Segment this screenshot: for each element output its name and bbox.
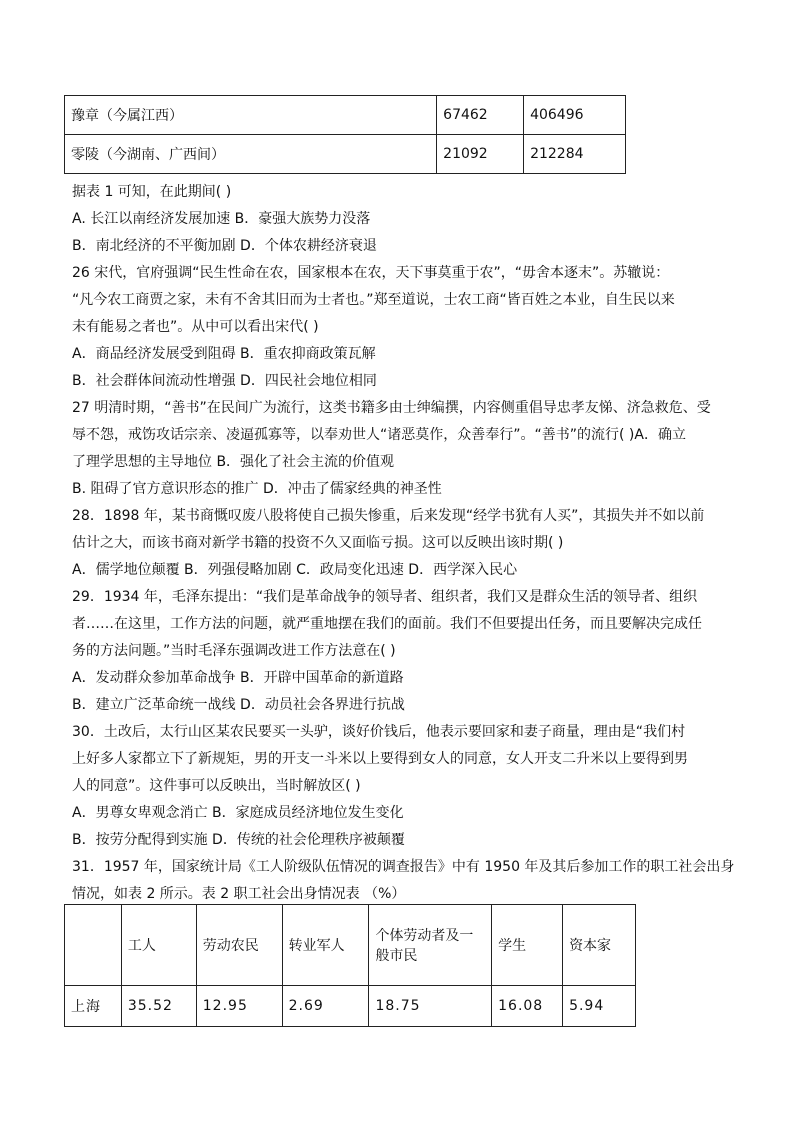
table-header-cell: 转业军人: [282, 905, 369, 986]
table-cell: 406496: [524, 96, 626, 135]
answer-option: B. 阻碍了官方意识形态的推广 D．冲击了儒家经典的神圣性: [72, 481, 442, 497]
table-row: [65, 135, 626, 174]
population-table: [64, 95, 626, 174]
table-cell: 35.52: [121, 986, 196, 1027]
question-text: 上好多人家都立下了新规矩，男的开支一斗米以上要得到女人的同意，女人开支二升米以上要得到男: [72, 751, 688, 767]
answer-option: A．儒学地位颠覆 B．列强侵略加剧 C．政局变化迅速 D．西学深入民心: [72, 562, 518, 578]
question-text: 未有能易之者也”。从中可以看出宋代( ): [72, 319, 319, 335]
table-cell: 18.75: [369, 986, 492, 1027]
table-cell: 上海: [65, 986, 122, 1027]
question-text: 26 宋代，官府强调“民生性命在农，国家根本在农，天下事莫重于农”，“毋舍本逐末”。苏辙说：: [72, 265, 670, 281]
question-text: 估计之大，而该书商对新学书籍的投资不久又面临亏损。这可以反映出该时期( ): [72, 535, 564, 551]
table-cell: 212284: [524, 135, 626, 174]
question-text: 27 明清时期，“善书”在民间广为流行，这类书籍多由士绅编撰，内容侧重倡导忠孝友悌、济急救危、受: [72, 400, 711, 416]
table-header-cell: 学生: [492, 905, 563, 986]
question-text: 30．土改后，太行山区某农民要买一头驴，谈好价钱后，他表示要回家和妻子商量，理由是“我们村: [72, 724, 686, 740]
table-header-cell: 资本家: [563, 905, 636, 986]
answer-option: A．男尊女卑观念消亡 B．家庭成员经济地位发生变化: [72, 805, 404, 821]
table-row: [65, 96, 626, 135]
table-header-cell: 工人: [121, 905, 196, 986]
question-text: “凡今农工商贾之家，未有不舍其旧而为士者也。”郑至道说，士农工商“皆百姓之本业，自生民以来: [72, 292, 675, 308]
answer-option: B．按劳分配得到实施 D．传统的社会伦理秩序被颠覆: [72, 832, 405, 848]
social-origin-table: [64, 904, 636, 1027]
question-text: 者……在这里，工作方法的问题，就严重地摆在我们的面前。我们不但要提出任务，而且要解决完成任: [72, 616, 702, 632]
question-text: 31．1957 年，国家统计局《工人阶级队伍情况的调查报告》中有 1950 年及其后参加工作的职工社会出身: [72, 859, 735, 875]
table-cell: 2.69: [282, 986, 369, 1027]
table-header-cell: [65, 905, 122, 986]
table-cell: 5.94: [563, 986, 636, 1027]
question-text: 辱不怨，戒饬攻话宗亲、凌逼孤寡等，以奉劝世人“诸恶莫作，众善奉行”。“善书”的流行( )A．确立: [72, 427, 686, 443]
table-cell: 67462: [437, 96, 524, 135]
table-row: [65, 986, 636, 1027]
table-cell: 16.08: [492, 986, 563, 1027]
answer-option: B．南北经济的不平衡加剧 D．个体农耕经济衰退: [72, 238, 377, 254]
question-text: 据表 1 可知，在此期间( ): [72, 184, 232, 200]
table-header-row: [65, 905, 636, 986]
question-text: 务的方法问题。”当时毛泽东强调改进工作方法意在( ): [72, 643, 396, 659]
answer-option: A．发动群众参加革命战争 B．开辟中国革命的新道路: [72, 670, 404, 686]
table-cell: 零陵（今湖南、广西间）: [65, 135, 437, 174]
table-header-cell: 劳动农民: [196, 905, 282, 986]
answer-option: B．建立广泛革命统一战线 D．动员社会各界进行抗战: [72, 697, 405, 713]
answer-option: A．商品经济发展受到阻碍 B．重农抑商政策瓦解: [72, 346, 376, 362]
answer-option: 了理学思想的主导地位 B．强化了社会主流的价值观: [72, 454, 395, 470]
question-text: 情况，如表 2 所示。表 2 职工社会出身情况表 （%）: [72, 886, 406, 902]
question-text: 29．1934 年，毛泽东提出：“我们是革命战争的领导者、组织者，我们又是群众生活的领导者、组织: [72, 589, 698, 605]
table-cell: 21092: [437, 135, 524, 174]
table-cell: 12.95: [196, 986, 282, 1027]
table-cell: 豫章（今属江西）: [65, 96, 437, 135]
answer-option: A. 长江以南经济发展加速 B．豪强大族势力没落: [72, 211, 371, 227]
question-text: 人的同意”。这件事可以反映出，当时解放区( ): [72, 778, 361, 794]
answer-option: B．社会群体间流动性增强 D．四民社会地位相同: [72, 373, 377, 389]
table-header-cell: 个体劳动者及一般市民: [369, 905, 492, 986]
question-text: 28．1898 年，某书商慨叹废八股将使自己损失惨重，后来发现“经学书犹有人买”，其损失并不如以前: [72, 508, 705, 524]
